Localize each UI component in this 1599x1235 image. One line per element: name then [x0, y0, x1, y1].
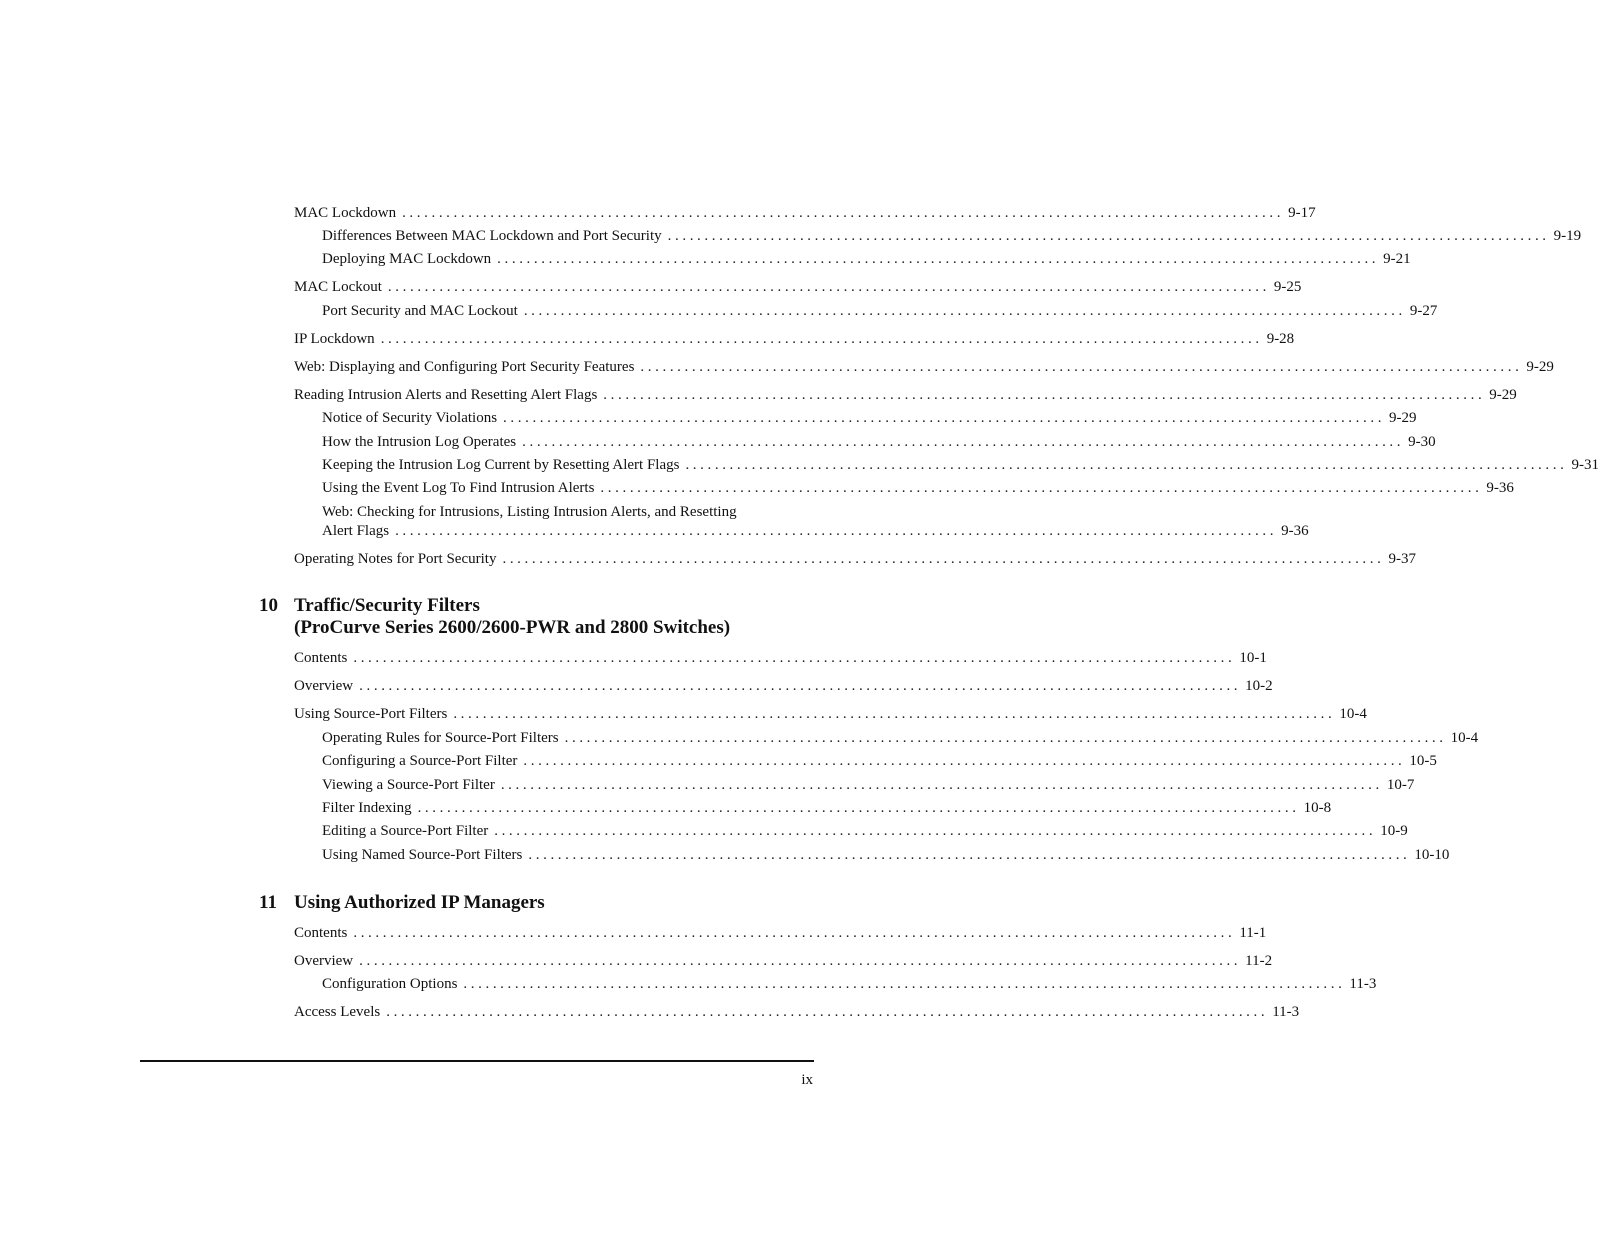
leader-dots: ........................................................................................................................: [387, 279, 1270, 295]
leader-dots: ........................................................................................................................: [395, 523, 1278, 539]
toc-entry-page: 9-21: [1383, 251, 1411, 267]
toc-entry-label: Overview: [294, 953, 354, 969]
leader-dots: ........................................................................................................................: [500, 777, 1383, 793]
toc-entry-label: Operating Rules for Source-Port Filters: [322, 730, 559, 746]
toc-entry-page: 9-30: [1408, 434, 1436, 450]
leader-dots: ........................................................................................................................: [380, 331, 1263, 347]
leader-dots: ........................................................................................................................: [528, 847, 1411, 863]
leader-dots: ........................................................................................................................: [640, 359, 1523, 375]
leader-dots: ........................................................................................................................: [494, 823, 1377, 839]
toc-entry[interactable]: [294, 1003, 1300, 1022]
toc-entry-page: 11-3: [1349, 976, 1377, 992]
toc-entry-page: 9-29: [1489, 387, 1517, 403]
leader-dots: ........................................................................................................................: [359, 953, 1242, 969]
leader-dots: ........................................................................................................................: [402, 205, 1285, 221]
toc-entry-page: 10-4: [1339, 706, 1367, 722]
toc-entry[interactable]: [322, 975, 1377, 994]
toc-entry[interactable]: [294, 649, 1267, 668]
toc-entry-page: 10-10: [1414, 847, 1450, 863]
leader-dots: ........................................................................................................................: [417, 800, 1300, 816]
toc-entry-label: Access Levels: [294, 1004, 381, 1020]
toc-entry-label: Configuration Options: [322, 976, 458, 992]
chapter-title: Traffic/Security Filters: [294, 595, 480, 616]
leader-dots: ........................................................................................................................: [603, 387, 1486, 403]
leader-dots: ........................................................................................................................: [497, 251, 1380, 267]
leader-dots: ........................................................................................................................: [685, 457, 1568, 473]
toc-entry-page: 9-27: [1409, 303, 1438, 319]
toc-entry-page: 9-37: [1388, 551, 1416, 567]
toc-entry[interactable]: [294, 204, 1316, 223]
leader-dots: ........................................................................................................................: [522, 434, 1405, 450]
toc-entry[interactable]: [294, 677, 1273, 696]
toc-entry[interactable]: [322, 409, 1417, 428]
toc-entry-label: Contents: [294, 650, 348, 666]
leader-dots: ........................................................................................................................: [600, 480, 1483, 496]
leader-dots: ........................................................................................................................: [523, 303, 1406, 319]
toc-entry-label: How the Intrusion Log Operates: [322, 434, 517, 450]
toc-entry-page: 10-4: [1450, 730, 1479, 746]
toc-entry[interactable]: [294, 924, 1267, 943]
toc-entry-label: Reading Intrusion Alerts and Resetting Alert Flags: [294, 387, 598, 403]
toc-entry[interactable]: [322, 776, 1415, 795]
toc-entry[interactable]: [322, 729, 1479, 748]
toc-entry-page: 10-9: [1380, 823, 1408, 839]
chapter-title: Using Authorized IP Managers: [294, 892, 545, 913]
toc-entry[interactable]: [322, 479, 1514, 498]
toc-entry-page: 9-28: [1266, 331, 1295, 347]
toc-entry-page: 9-36: [1486, 480, 1514, 496]
leader-dots: ........................................................................................................................: [502, 551, 1385, 567]
leader-dots: ........................................................................................................................: [503, 410, 1386, 426]
toc-entry-page: 11-1: [1239, 925, 1267, 941]
chapter-heading[interactable]: [259, 595, 819, 641]
leader-dots: ........................................................................................................................: [359, 678, 1242, 694]
toc-entry-label: MAC Lockdown: [294, 205, 397, 221]
toc-entry[interactable]: [294, 330, 1295, 349]
toc-entry-page: 9-17: [1288, 205, 1316, 221]
leader-dots: ........................................................................................................................: [523, 753, 1406, 769]
toc-entry[interactable]: [322, 456, 1599, 475]
toc-entry-label: Keeping the Intrusion Log Current by Resetting Alert Flags: [322, 457, 680, 473]
toc-entry-label: Deploying MAC Lockdown: [322, 251, 492, 267]
toc-entry[interactable]: [294, 952, 1273, 971]
toc-entry-page: 9-25: [1273, 279, 1302, 295]
toc-entry[interactable]: [294, 705, 1367, 724]
toc-entry[interactable]: [322, 799, 1332, 818]
toc-entry[interactable]: [322, 227, 1582, 246]
toc-entry-label: Viewing a Source-Port Filter: [322, 777, 495, 793]
toc-entry[interactable]: [322, 822, 1408, 841]
toc-entry-page: 9-29: [1389, 410, 1417, 426]
toc-entry[interactable]: [294, 550, 1416, 569]
toc-entry[interactable]: [322, 302, 1438, 321]
toc-entry-label: MAC Lockout: [294, 279, 382, 295]
toc-entry-page: 10-7: [1386, 777, 1415, 793]
toc-entry-label-continued: Alert Flags: [322, 523, 390, 539]
toc-entry[interactable]: [322, 503, 1309, 541]
toc-entry-label: Filter Indexing: [322, 800, 412, 816]
toc-entry-label: Configuring a Source-Port Filter: [322, 753, 518, 769]
toc-entry-label: Notice of Security Violations: [322, 410, 498, 426]
toc-entry-page: 10-2: [1245, 678, 1273, 694]
page-number: ix: [801, 1072, 813, 1088]
toc-entry-page: 9-29: [1526, 359, 1554, 375]
chapter-number: 10: [259, 595, 278, 616]
toc-entry-label: Using Named Source-Port Filters: [322, 847, 523, 863]
toc-entry[interactable]: [294, 386, 1517, 405]
toc-entry-label: Overview: [294, 678, 354, 694]
toc-entry-label: Web: Displaying and Configuring Port Security Features: [294, 359, 635, 375]
toc-entry-label: Web: Checking for Intrusions, Listing Intrusion Alerts, and Resetting: [322, 504, 737, 520]
leader-dots: ........................................................................................................................: [386, 1004, 1269, 1020]
toc-entry-label: IP Lockdown: [294, 331, 375, 347]
toc-entry-label: Differences Between MAC Lockdown and Port Security: [322, 228, 662, 244]
chapter-number: 11: [259, 892, 277, 913]
footer-rule: [140, 1060, 814, 1062]
toc-entry[interactable]: [322, 846, 1450, 865]
toc-entry-page: 11-3: [1272, 1004, 1300, 1020]
toc-entry[interactable]: [294, 358, 1554, 377]
toc-entry[interactable]: [322, 250, 1411, 269]
leader-dots: ........................................................................................................................: [463, 976, 1346, 992]
leader-dots: ........................................................................................................................: [353, 650, 1236, 666]
toc-entry[interactable]: [294, 278, 1302, 297]
toc-entry-page: 10-1: [1239, 650, 1267, 666]
toc-entry-page: 11-2: [1245, 953, 1273, 969]
leader-dots: ........................................................................................................................: [667, 228, 1550, 244]
chapter-title-line2: (ProCurve Series 2600/2600-PWR and 2800 Switches): [294, 617, 731, 638]
toc-entry-page: 9-19: [1553, 228, 1582, 244]
leader-dots: ........................................................................................................................: [453, 706, 1336, 722]
toc-entry-label: Using Source-Port Filters: [294, 706, 448, 722]
toc-entry-label: Contents: [294, 925, 348, 941]
chapter-heading[interactable]: [259, 892, 819, 914]
toc-entry[interactable]: [322, 752, 1437, 771]
toc-entry-page: 10-8: [1303, 800, 1332, 816]
toc-entry-page: 10-5: [1409, 753, 1437, 769]
toc-entry[interactable]: [322, 433, 1436, 452]
toc-entry-page: 9-31: [1571, 457, 1599, 473]
toc-entry-label: Using the Event Log To Find Intrusion Alerts: [322, 480, 595, 496]
toc-entry-page: 9-36: [1281, 523, 1309, 539]
leader-dots: ........................................................................................................................: [564, 730, 1447, 746]
leader-dots: ........................................................................................................................: [353, 925, 1236, 941]
toc-entry-label: Operating Notes for Port Security: [294, 551, 497, 567]
toc-entry-label: Editing a Source-Port Filter: [322, 823, 489, 839]
toc-entry-label: Port Security and MAC Lockout: [322, 303, 518, 319]
